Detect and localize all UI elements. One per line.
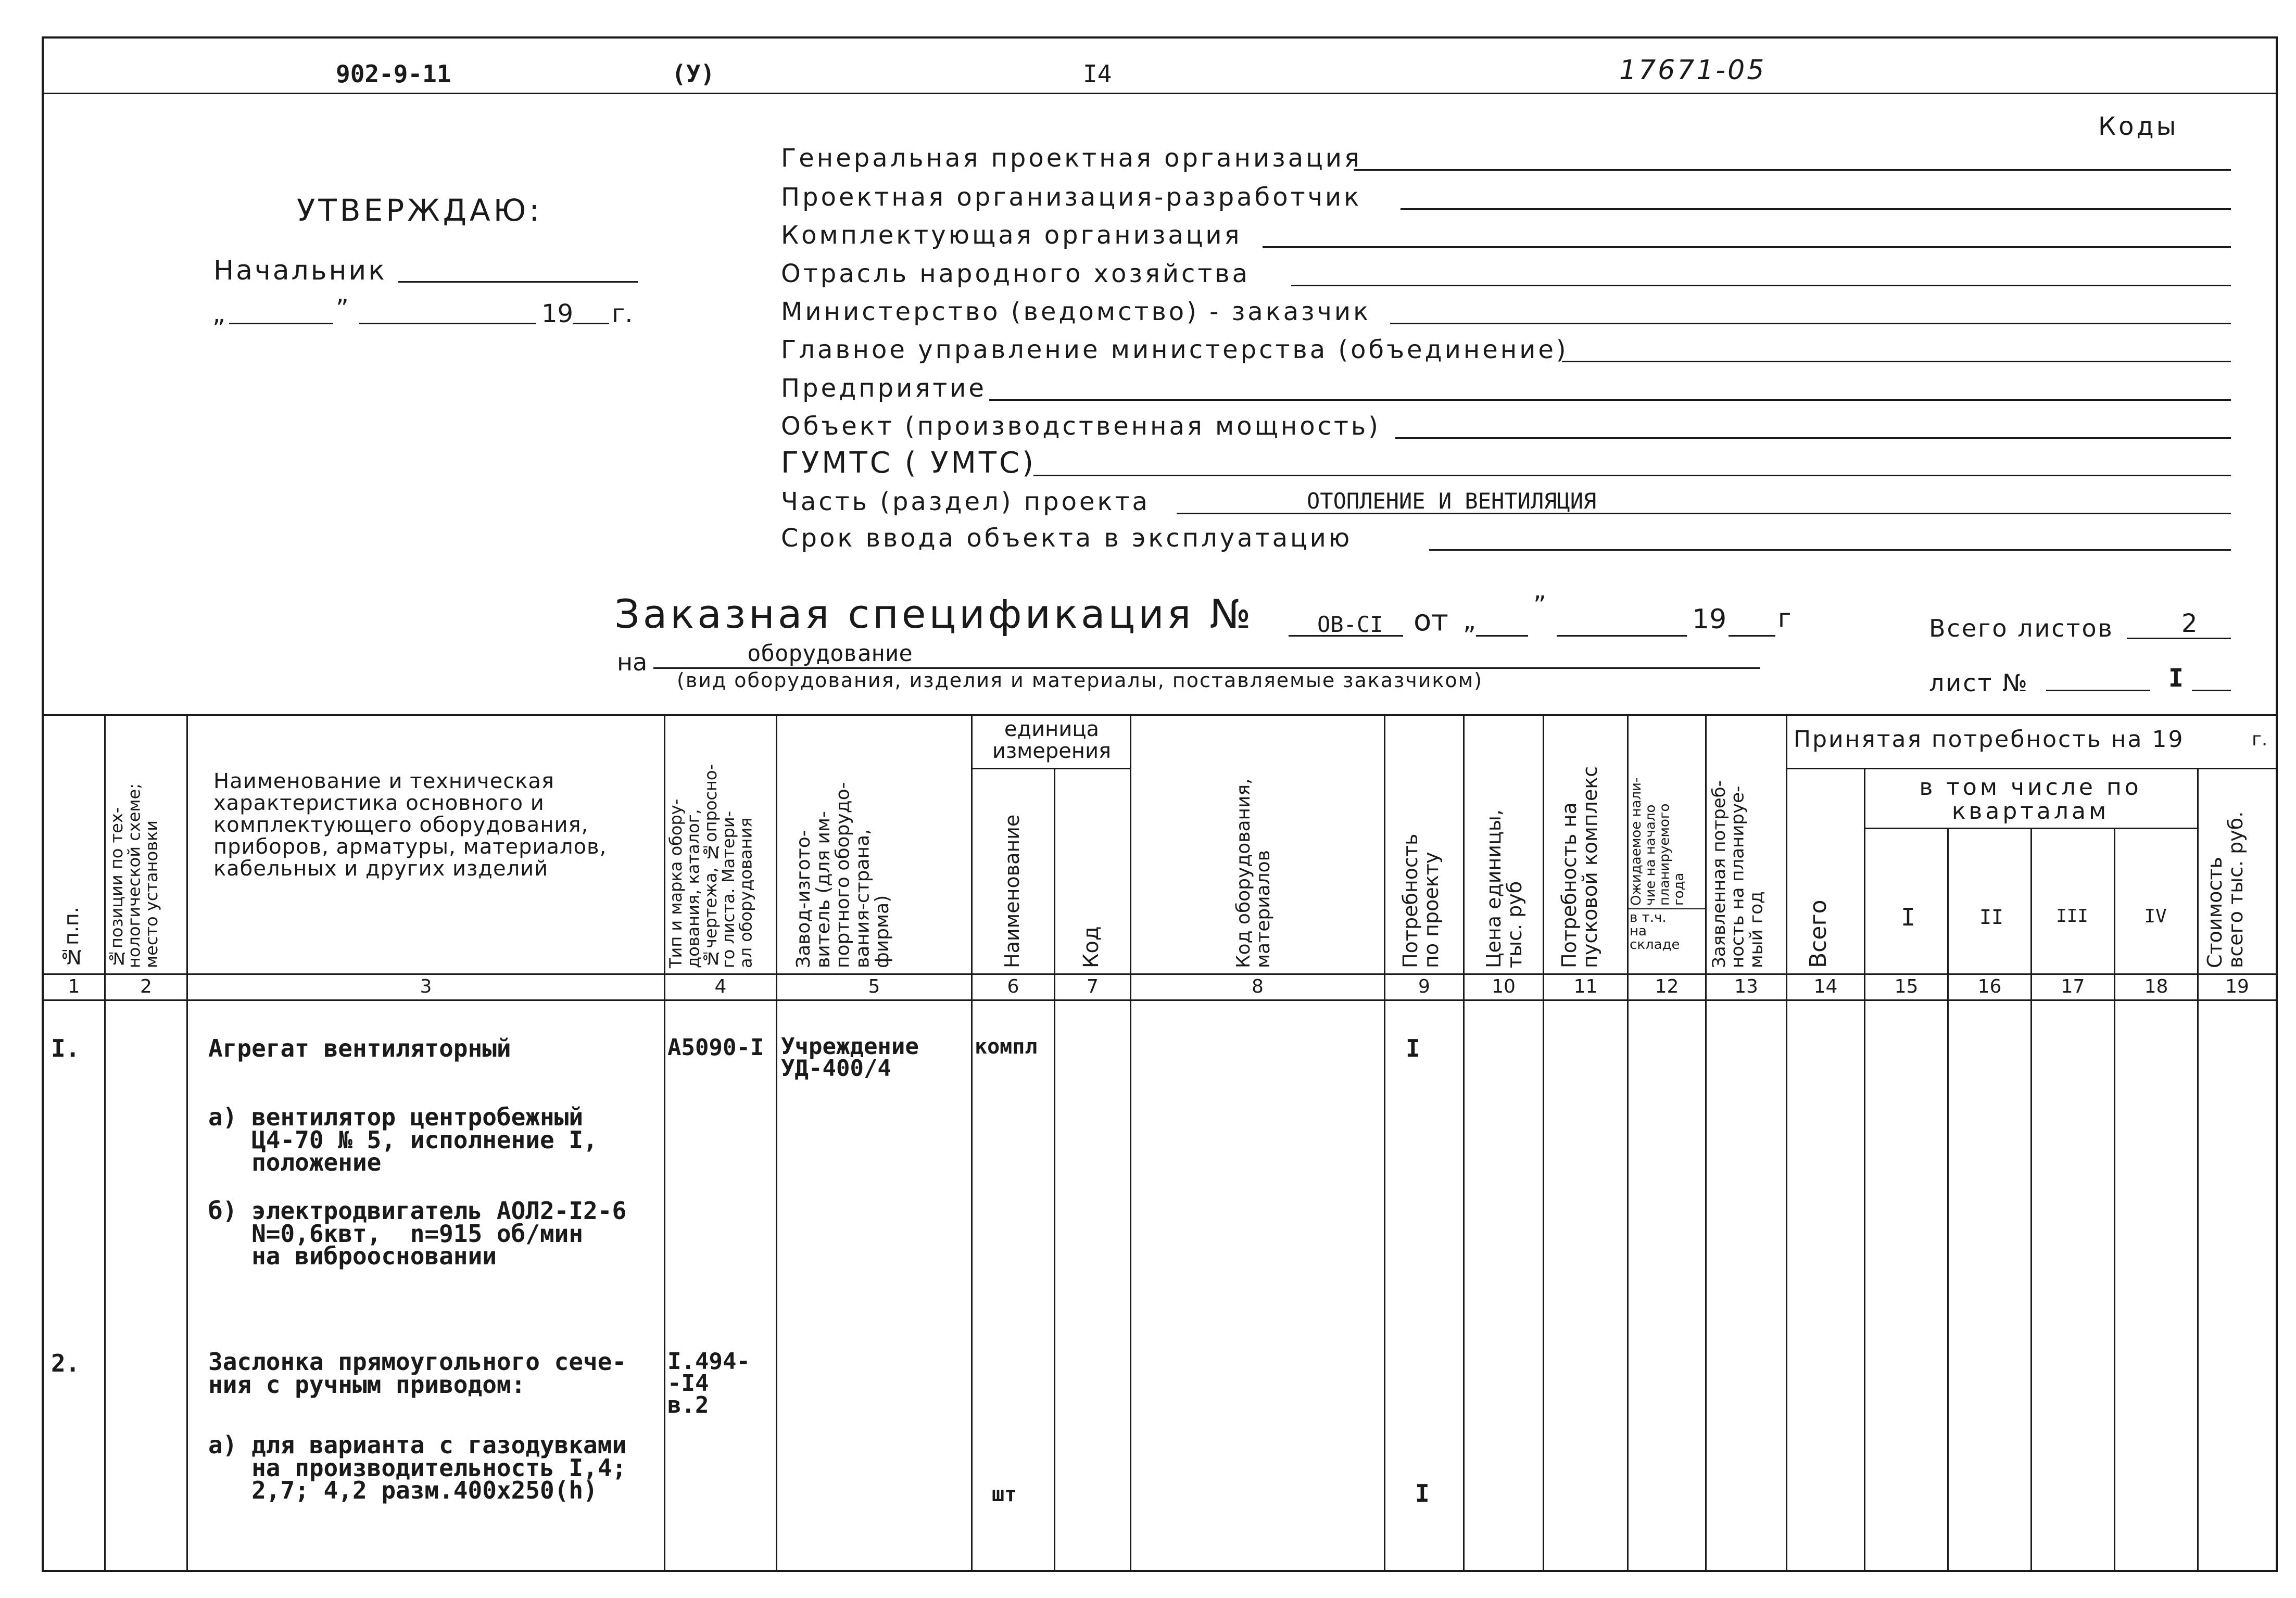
total-sheets-label: Всего листов [1929, 614, 2114, 642]
approval-date-quote: ” [336, 294, 349, 323]
row2-name: Заслонка прямоугольного сече- ния с ручным приводом: [208, 1348, 627, 1399]
colnum-8: 8 [1252, 976, 1264, 997]
sheet-label: лист № [1929, 669, 2029, 697]
row2a-unit: шт [992, 1482, 1017, 1506]
colnum-4: 4 [714, 976, 727, 997]
col-divider-18 [2197, 768, 2199, 1572]
accepted-group-divider [1786, 768, 2278, 769]
row1-name: Агрегат вентиляторный [208, 1034, 511, 1062]
sheet-value: I [2168, 664, 2184, 693]
row2-number: 2. [51, 1349, 80, 1377]
spec-subject-hint: (вид оборудования, изделия и материалы, поставляемые заказчиком) [677, 669, 1483, 692]
field-main-directorate-label: Главное управление министерства (объединение) [781, 335, 1569, 364]
spec-month-line [1557, 635, 1687, 637]
field-object-line [1395, 437, 2231, 439]
approval-year-line [573, 323, 609, 324]
colnum-16: 16 [1977, 976, 2002, 997]
header-project-need: Потребность по проекту [1399, 833, 1443, 968]
header-unit-price: Цена единицы, тыс. руб [1482, 809, 1526, 968]
table-top-border [42, 714, 2278, 716]
col-divider-13 [1786, 714, 1787, 1572]
header-declared-need: Заявленная потреб- ность на планируе- мый год [1709, 780, 1767, 968]
table-colnum-top [42, 973, 2278, 975]
col-divider-5 [971, 714, 973, 1572]
col-divider-15 [1947, 828, 1949, 1572]
header-position: №позиции по тех- нологической схеме; место установки [107, 783, 162, 968]
colnum-3: 3 [420, 976, 432, 997]
stamp-row-divider [42, 93, 2278, 94]
spec-na-label: на [617, 648, 648, 676]
colnum-6: 6 [1007, 976, 1019, 997]
header-type-mark: Тип и марка обору- дования, каталог, №чертежа, №опросно- го листа. Матери- ал оборудования [666, 764, 756, 968]
spec-date-quote-close: ” [1533, 591, 1546, 620]
colnum-10: 10 [1492, 976, 1516, 997]
field-supplier-org-line [1263, 246, 2231, 248]
spec-subject: оборудование [747, 640, 913, 667]
colnum-2: 2 [140, 976, 152, 997]
field-industry-line [1291, 285, 2231, 286]
field-general-org-line [1354, 169, 2231, 171]
archive-number: 17671-05 [1619, 55, 1767, 86]
chief-signature-line [398, 281, 638, 283]
header-manufacturer: Завод-изгото- витель (для им- портного оборудо- вания-страна, фирма) [793, 782, 893, 968]
field-commissioning-line [1429, 549, 2231, 551]
col-divider-9 [1463, 714, 1465, 1572]
col-divider-7 [1130, 714, 1131, 1572]
spec-year-prefix: 19 [1692, 604, 1727, 635]
field-section-label: Часть (раздел) проекта [781, 487, 1150, 516]
field-ministry-label: Министерство (ведомство) - заказчик [781, 297, 1371, 326]
frame-left [42, 36, 44, 1572]
header-equipment-code: Код оборудования, материалов [1233, 778, 1274, 968]
codes-label: Коды [2098, 112, 2179, 141]
colnum-14: 14 [1813, 976, 1838, 997]
row1-manufacturer: Учреждение УД-400/4 [781, 1033, 919, 1082]
colnum-7: 7 [1087, 976, 1099, 997]
col-divider-12 [1705, 714, 1707, 1572]
total-sheets-line [2127, 638, 2231, 639]
table-colnum-bottom [42, 999, 2278, 1001]
approval-date-prefix: „ [212, 299, 225, 328]
row2a-name: а) для варианта с газодувками на производительность I,4; 2,7; 4,2 разм.400x250(h) [208, 1431, 627, 1505]
row1-unit: компл [975, 1035, 1038, 1059]
col-divider-3 [664, 714, 665, 1572]
col-divider-6 [1054, 768, 1055, 1572]
header-unit-code: Код [1079, 926, 1103, 968]
header-startup-need: Потребность на пусковой комплекс [1558, 766, 1601, 968]
row2a-qty: I [1415, 1479, 1430, 1507]
colnum-11: 11 [1573, 976, 1598, 997]
header-accepted-suffix: г. [2252, 729, 2268, 750]
col12-split [1627, 908, 1705, 909]
header-quarters-group: в том числе по кварталам [1919, 774, 2142, 825]
col-divider-14 [1864, 768, 1865, 1572]
project-number: 902-9-11 [336, 60, 451, 88]
approval-year-prefix: 19 [541, 299, 574, 328]
header-quarter-1: I [1901, 903, 1915, 931]
frame-right [2276, 36, 2278, 1572]
spec-year-suffix: г [1778, 604, 1792, 633]
field-enterprise-line [989, 399, 2231, 401]
field-gumts-label: ГУМТС ( УМТС) [781, 446, 1036, 480]
colnum-12: 12 [1655, 976, 1679, 997]
header-unit-group: единица измерения [992, 717, 1112, 763]
approval-day-line [229, 323, 333, 324]
header-expected-stock: Ожидаемое нали- чие на начало планируемого года [1629, 777, 1687, 906]
approval-year-suffix: г. [612, 299, 633, 328]
frame-top [42, 36, 2278, 39]
row1a-name: а) вентилятор центробежный Ц4-70 № 5, исполнение I, положение [208, 1103, 598, 1177]
spec-date-quote-open: „ [1463, 606, 1476, 636]
colnum-1: 1 [68, 976, 80, 997]
colnum-19: 19 [2225, 976, 2249, 997]
header-accepted-need: Принятая потребность на 19 [1794, 726, 2185, 753]
field-supplier-org-label: Комплектующая организация [781, 221, 1242, 250]
col-divider-8 [1384, 714, 1385, 1572]
colnum-5: 5 [868, 976, 880, 997]
header-quarter-4: IV [2144, 906, 2167, 927]
header-total: Всего [1805, 899, 1832, 968]
sheet-line-end [2192, 690, 2231, 691]
field-object-label: Объект (производственная мощность) [781, 412, 1381, 441]
field-gumts-line [1033, 475, 2231, 476]
colnum-18: 18 [2144, 976, 2168, 997]
field-commissioning-label: Срок ввода объекта в эксплуатацию [781, 524, 1353, 553]
row1-qty: I [1406, 1034, 1420, 1062]
col-divider-4 [776, 714, 777, 1572]
header-total-cost: Стоимость всего тыс. руб. [2203, 811, 2247, 968]
field-developer-org-label: Проектная организация-разработчик [781, 183, 1362, 212]
col-divider-17 [2114, 828, 2115, 1572]
colnum-13: 13 [1734, 976, 1758, 997]
colnum-15: 15 [1894, 976, 1919, 997]
spec-date-from: от [1414, 604, 1448, 638]
header-name-description: Наименование и техническая характеристика основного и комплектующего оборудования, приборов, арматуры, материалов, кабельных и других изделий [213, 769, 607, 881]
spec-title: Заказная спецификация № [614, 591, 1254, 637]
field-section-value: ОТОПЛЕНИЕ И ВЕНТИЛЯЦИЯ [1307, 488, 1597, 514]
approval-month-line [359, 323, 536, 324]
sheet-line [2046, 690, 2150, 691]
field-main-directorate-line [1562, 361, 2231, 362]
row1-number: I. [51, 1034, 80, 1062]
spec-number-line [1289, 635, 1403, 637]
row1-type: А5090-I [667, 1034, 764, 1061]
row1b-name: б) электродвигатель АОЛ2-I2-6 N=0,6квт, n=915 об/мин на виброосновании [208, 1197, 627, 1271]
chief-label: Начальник [213, 255, 387, 286]
page-number: I4 [1083, 60, 1112, 88]
header-row-number: №п.п. [60, 907, 83, 968]
total-sheets-value: 2 [2181, 609, 2198, 638]
row2-type: I.494- -I4 в.2 [667, 1348, 750, 1418]
col-divider-16 [2030, 828, 2032, 1572]
spec-number: ОВ-СI [1317, 612, 1383, 637]
field-developer-org-line [1401, 208, 2231, 210]
quarters-group-divider [1864, 828, 2197, 829]
col-divider-1 [104, 714, 106, 1572]
stamp-mark: (У) [672, 60, 715, 88]
header-unit-name: Наименование [1001, 814, 1024, 968]
header-quarter-2: II [1979, 906, 2003, 929]
approval-title: УТВЕРЖДАЮ: [297, 193, 543, 228]
field-enterprise-label: Предприятие [781, 374, 987, 403]
field-ministry-line [1390, 323, 2231, 324]
header-quarter-3: III [2056, 906, 2088, 927]
col-divider-10 [1543, 714, 1544, 1572]
frame-bottom [42, 1570, 2278, 1572]
colnum-17: 17 [2061, 976, 2085, 997]
field-industry-label: Отрасль народного хозяйства [781, 259, 1251, 288]
header-in-stock: в т.ч. на складе [1630, 910, 1680, 953]
col-divider-2 [186, 714, 188, 1572]
unit-group-divider [971, 768, 1130, 769]
spec-day-line [1476, 635, 1528, 637]
colnum-9: 9 [1418, 976, 1430, 997]
field-general-org-label: Генеральная проектная организация [781, 144, 1362, 173]
spec-year-line [1729, 635, 1775, 637]
